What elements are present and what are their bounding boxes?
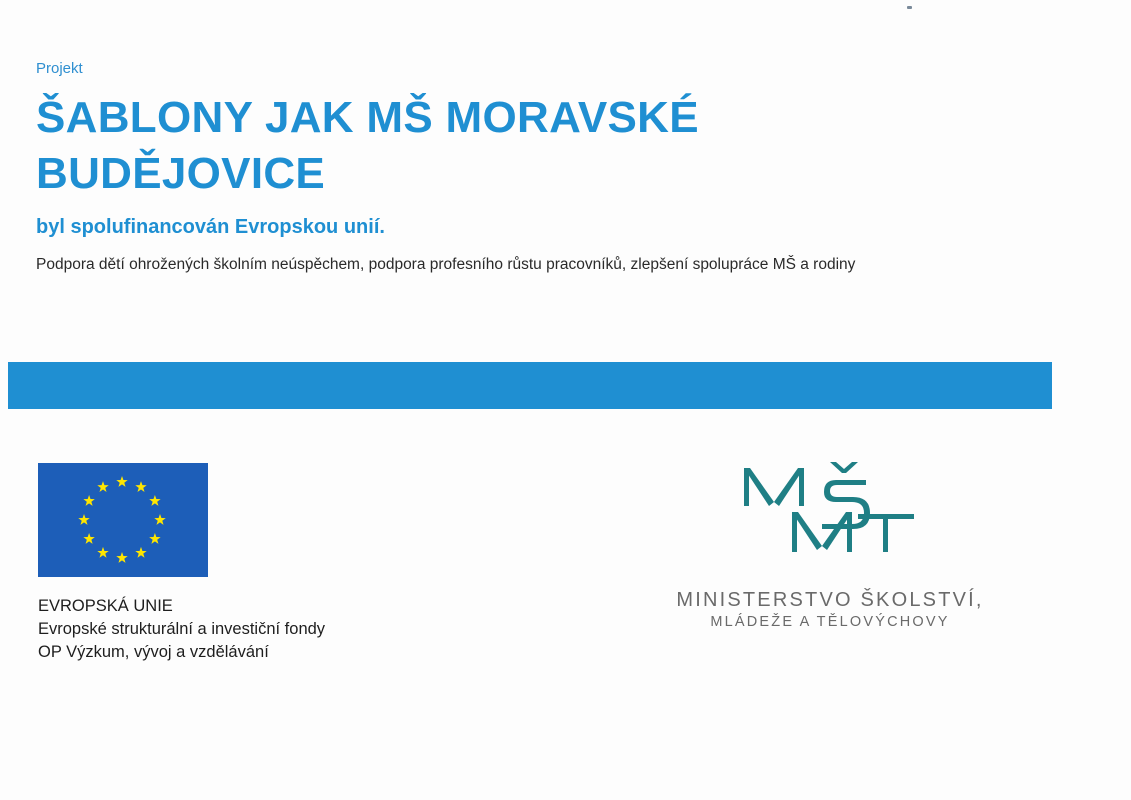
eu-text-block — [38, 595, 325, 664]
msmt-name-line1: MINISTERSTVO ŠKOLSTVÍ, — [676, 589, 984, 611]
eu-star-icon — [83, 495, 94, 506]
msmt-name — [630, 588, 1030, 632]
eu-star-icon — [154, 514, 165, 525]
eu-star-icon — [149, 495, 160, 506]
eu-star-icon — [78, 514, 89, 525]
eu-flag-icon — [38, 463, 208, 577]
project-label: Projekt — [36, 60, 83, 77]
blue-banner — [8, 362, 1052, 409]
eu-stars-icon — [38, 463, 208, 577]
project-title: ŠABLONY JAK MŠ MORAVSKÉ BUDĚJOVICE — [36, 93, 699, 198]
eu-star-icon — [135, 547, 146, 558]
eu-star-icon — [116, 476, 127, 487]
scan-speck — [907, 6, 912, 9]
eu-programme: OP Výzkum, vývoj a vzdělávání — [38, 643, 269, 661]
eu-star-icon — [135, 481, 146, 492]
project-description: Podpora dětí ohrožených školním neúspěchem, podpora profesního růstu pracovníků, zlepšení spolupráce MŠ a rodiny — [36, 256, 856, 273]
eu-funds: Evropské strukturální a investiční fondy — [38, 620, 326, 638]
eu-star-icon — [83, 533, 94, 544]
eu-star-icon — [149, 533, 160, 544]
eu-name: EVROPSKÁ UNIE — [38, 597, 173, 615]
eu-star-icon — [97, 481, 108, 492]
msmt-name-line2: MLÁDEŽE A TĚLOVÝCHOVY — [710, 614, 950, 630]
eu-star-icon — [116, 552, 127, 563]
msmt-logo-icon — [740, 462, 916, 554]
funding-statement: byl spolufinancován Evropskou unií. — [36, 216, 385, 238]
eu-star-icon — [97, 547, 108, 558]
